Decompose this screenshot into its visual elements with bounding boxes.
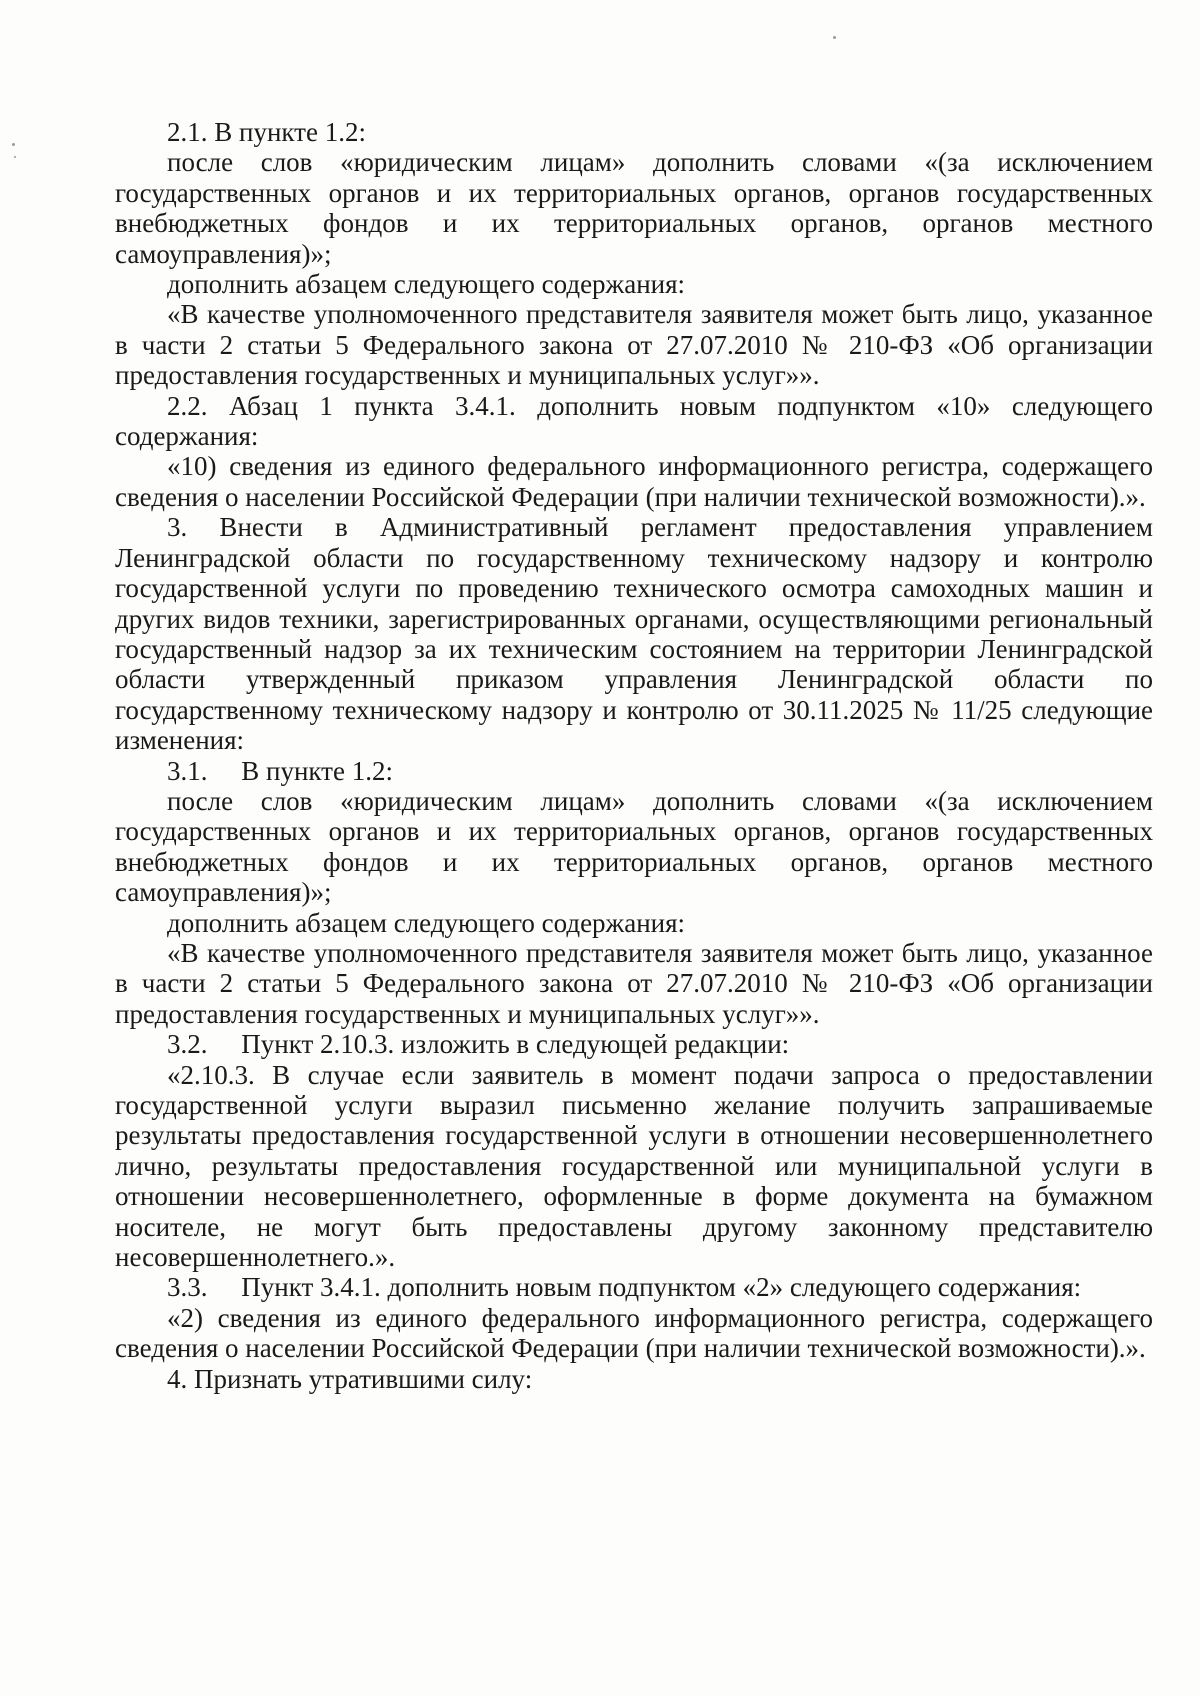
scan-speck	[12, 143, 15, 146]
paragraph: 4. Признать утратившими силу:	[167, 1363, 533, 1394]
paragraph: «В качестве уполномоченного представителя заявителя может быть лицо, указанное в части 2 статьи 5 Федерального закона от 27.07.2010 № 210-ФЗ «Об организации предоставления государственных и муниципальных услуг»».	[115, 299, 1153, 391]
paragraph: 2.2. Абзац 1 пункта 3.4.1. дополнить новым подпунктом «10» следующего содержания:	[115, 390, 1153, 452]
paragraph: «В качестве уполномоченного представителя заявителя может быть лицо, указанное в части 2 статьи 5 Федерального закона от 27.07.2010 № 210-ФЗ «Об организации предоставления государственных и муниципальных услуг»».	[115, 937, 1153, 1029]
paragraph: «2.10.3. В случае если заявитель в момент подачи запроса о предоставлении государственной услуги выразил письменно желание получить запрашиваемые результаты предоставления государственной услуги в отношении несовершеннолетнего лично, результаты предоставления государственной или муниципальной услуги в отношении несовершеннолетнего, оформленные в форме документа на бумажном носителе, не могут быть предоставлены другому законному представителю несовершеннолетнего.».	[115, 1059, 1153, 1273]
paragraph: 2.1. В пункте 1.2:	[167, 117, 366, 147]
paragraph: дополнить абзацем следующего содержания:	[167, 269, 686, 300]
document-body	[115, 117, 1153, 1394]
paragraph: 3.1. В пункте 1.2:	[167, 755, 393, 786]
paragraph: «10) сведения из единого федерального информационного регистра, содержащего сведения о населении Российской Федерации (при наличии технической возможности).».	[115, 451, 1153, 512]
paragraph: после слов «юридическим лицам» дополнить словами «(за исключением государственных органов и их территориальных органов, органов государственных внебюджетных фондов и их территориальных органов, органов местного самоуправления)»;	[115, 785, 1153, 908]
scan-speck	[14, 156, 16, 158]
paragraph: 3.2. Пункт 2.10.3. изложить в следующей редакции:	[167, 1029, 790, 1060]
paragraph: 3. Внести в Административный регламент предоставления управлением Ленинградской области по государственному техническому надзору и контролю государственной услуги по проведению технического осмотра самоходных машин и других видов техники, зарегистрированных органами, осуществляющими региональный государственный надзор за их техническим состоянием на территории Ленинградской области утвержденный приказом управления Ленинградской области по государственному техническому надзору и контролю от 30.11.2025 № 11/25 следующие изменения:	[115, 512, 1153, 756]
paragraph: 3.3. Пункт 3.4.1. дополнить новым подпунктом «2» следующего содержания:	[167, 1272, 1082, 1303]
paragraph: «2) сведения из единого федерального информационного регистра, содержащего сведения о населении Российской Федерации (при наличии технической возможности).».	[115, 1302, 1153, 1364]
scan-speck	[833, 36, 836, 39]
paragraph: дополнить абзацем следующего содержания:	[167, 907, 686, 938]
paragraph: после слов «юридическим лицам» дополнить словами «(за исключением государственных органов и их территориальных органов, органов государственных внебюджетных фондов и их территориальных органов, органов местного самоуправления)»;	[115, 147, 1153, 269]
